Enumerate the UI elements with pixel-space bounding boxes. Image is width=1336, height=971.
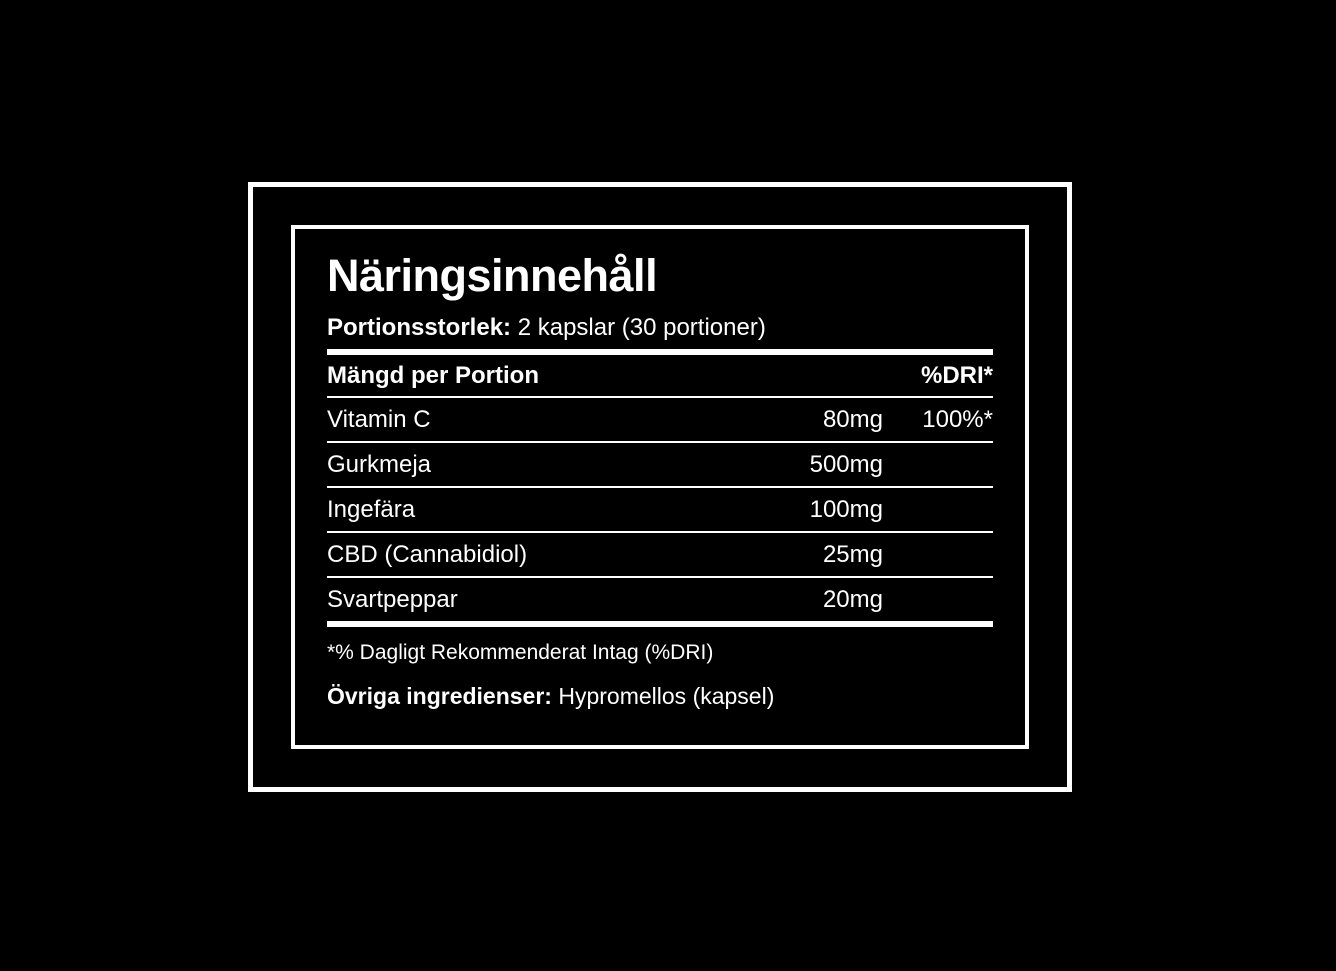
nutrient-name: Gurkmeja bbox=[327, 450, 432, 478]
nutrient-amount: 80mg bbox=[822, 405, 883, 433]
table-row bbox=[327, 488, 993, 531]
table-row bbox=[327, 533, 993, 576]
supplement-facts-panel bbox=[248, 182, 1072, 792]
supplement-facts-content bbox=[327, 250, 993, 735]
nutrient-name: Ingefära bbox=[327, 495, 416, 523]
table-row bbox=[327, 398, 993, 441]
nutrient-amount: 100mg bbox=[809, 495, 883, 523]
nutrient-amount: 500mg bbox=[809, 450, 883, 478]
other-ingredients-row bbox=[327, 665, 989, 710]
nutrient-amount: 25mg bbox=[822, 540, 883, 568]
nutrient-name: CBD (Cannabidiol) bbox=[327, 540, 528, 568]
table-row bbox=[327, 578, 993, 621]
nutrient-amount: 20mg bbox=[822, 585, 883, 613]
serving-size-label: Portionsstorlek: bbox=[327, 313, 512, 341]
table-row bbox=[327, 443, 993, 486]
other-ingredients-value: Hypromellos (kapsel) bbox=[558, 682, 775, 709]
amount-per-serving-label: Mängd per Portion bbox=[327, 361, 539, 389]
other-ingredients-label: Övriga ingredienser: bbox=[327, 682, 552, 709]
dri-footnote: *% Dagligt Rekommenderat Intag (%DRI) bbox=[327, 640, 714, 664]
serving-size-row bbox=[327, 313, 989, 349]
nutrient-name: Svartpeppar bbox=[327, 585, 458, 613]
dri-column-header: %DRI* bbox=[920, 361, 993, 389]
page-title: Näringsinnehåll bbox=[327, 250, 658, 301]
nutrient-dri: 100%* bbox=[922, 405, 993, 433]
serving-size-value: 2 kapslar (30 portioner) bbox=[517, 313, 766, 341]
amount-per-serving-header bbox=[327, 355, 993, 396]
supplement-facts-inner-border bbox=[291, 225, 1029, 749]
nutrient-name: Vitamin C bbox=[327, 405, 431, 433]
